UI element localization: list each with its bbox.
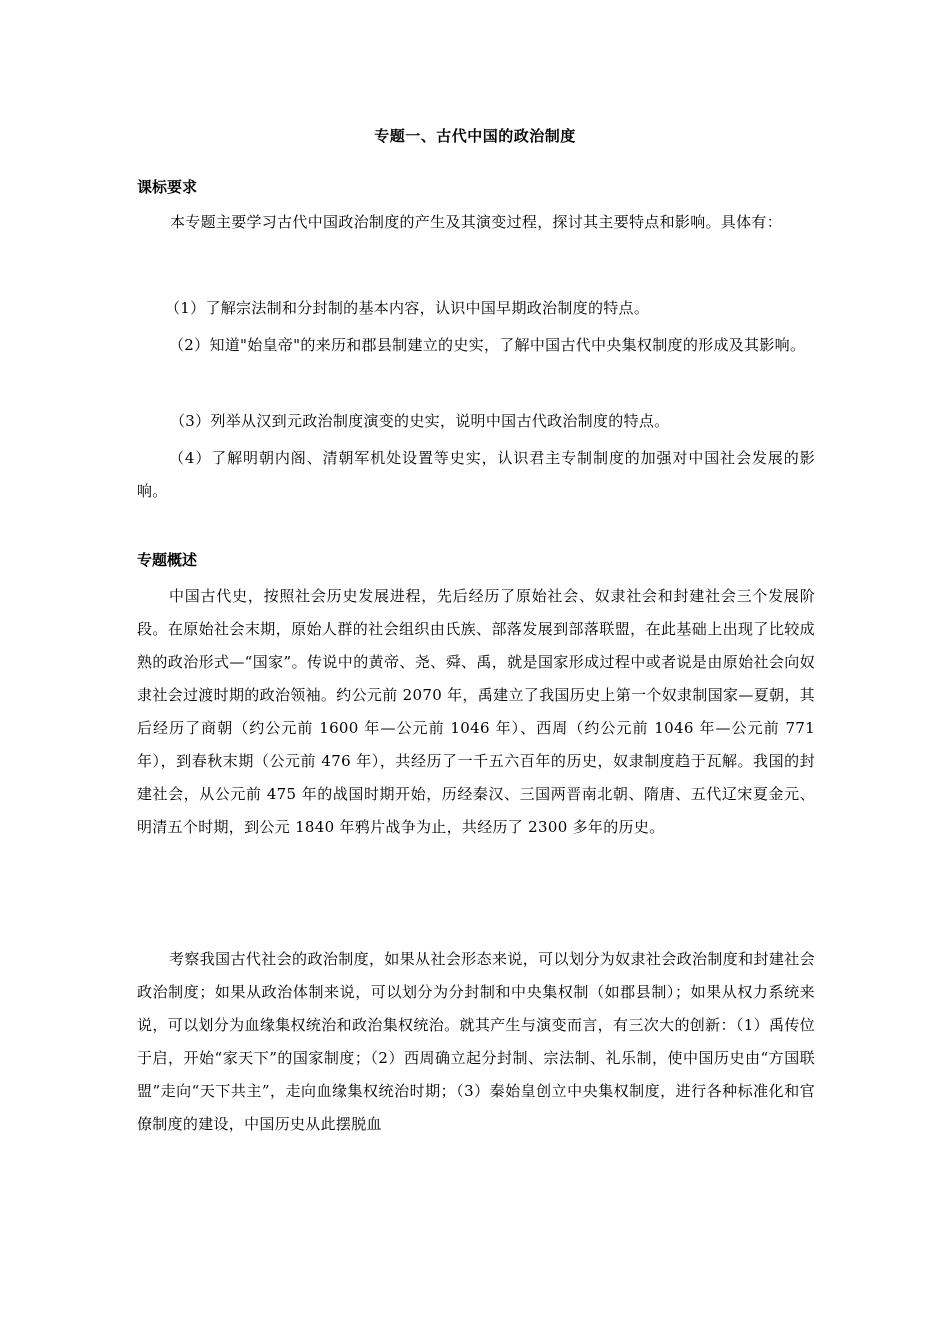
- curriculum-item-4: （4）了解明朝内阁、清朝军机处设置等史实，认识君主专制制度的加强对中国社会发展的影响。: [137, 449, 815, 500]
- curriculum-item-1: （1）了解宗法制和分封制的基本内容，认识中国早期政治制度的特点。: [165, 299, 650, 317]
- curriculum-intro: 本专题主要学习古代中国政治制度的产生及其演变过程，探讨其主要特点和影响。具体有：: [170, 213, 783, 231]
- curriculum-item-3: （3）列举从汉到元政治制度演变的史实，说明中国古代政治制度的特点。: [170, 412, 670, 430]
- overview-paragraph-1: 中国古代史，按照社会历史发展进程，先后经历了原始社会、奴隶社会和封建社会三个发展阶段。在原始社会末期，原始人群的社会组织由氏族、部落发展到部落联盟，在此基础上出现了比较成熟的政治形式—“国家”。传说中的黄帝、尧、舜、禹，就是国家形成过程中或者说是由原始社会向奴隶社会过渡时期的政治领袖。约公元前 2070 年，禹建立了我国历史上第一个奴隶制国家—夏朝，其后经历了商朝（约公元前 1600 年—公元前 1046 年）、西周（约公元前 1046 年—公元前 771 年），到春秋末期（公元前 476 年），共经历了一千五六百年的历史，奴隶制度趋于瓦解。我国的封建社会，从公元前 475 年的战国时期开始，历经秦汉、三国两晋南北朝、隋唐、五代辽宋夏金元、明清五个时期，到公元 1840 年鸦片战争为止，共经历了 2300 多年的历史。: [137, 587, 815, 836]
- section-heading-overview: 专题概述: [137, 551, 198, 569]
- section-heading-curriculum: 课标要求: [137, 178, 198, 196]
- curriculum-item-2: （2）知道"始皇帝"的来历和郡县制建立的史实，了解中国古代中央集权制度的形成及其影响。: [169, 336, 806, 354]
- document-title: 专题一、古代中国的政治制度: [374, 127, 576, 145]
- overview-paragraph-2: 考察我国古代社会的政治制度，如果从社会形态来说，可以划分为奴隶社会政治制度和封建社会政治制度；如果从政治体制来说，可以划分为分封制和中央集权制（如郡县制）；如果从权力系统来说，可以划分为血缘集权统治和政治集权统治。就其产生与演变而言，有三次大的创新：（1）禹传位于启，开始“家天下”的国家制度；（2）西周确立起分封制、宗法制、礼乐制，使中国历史由“方国联盟”走向“天下共主”，走向血缘集权统治时期；（3）秦始皇创立中央集权制度，进行各种标准化和官僚制度的建设，中国历史从此摆脱血: [137, 950, 815, 1133]
